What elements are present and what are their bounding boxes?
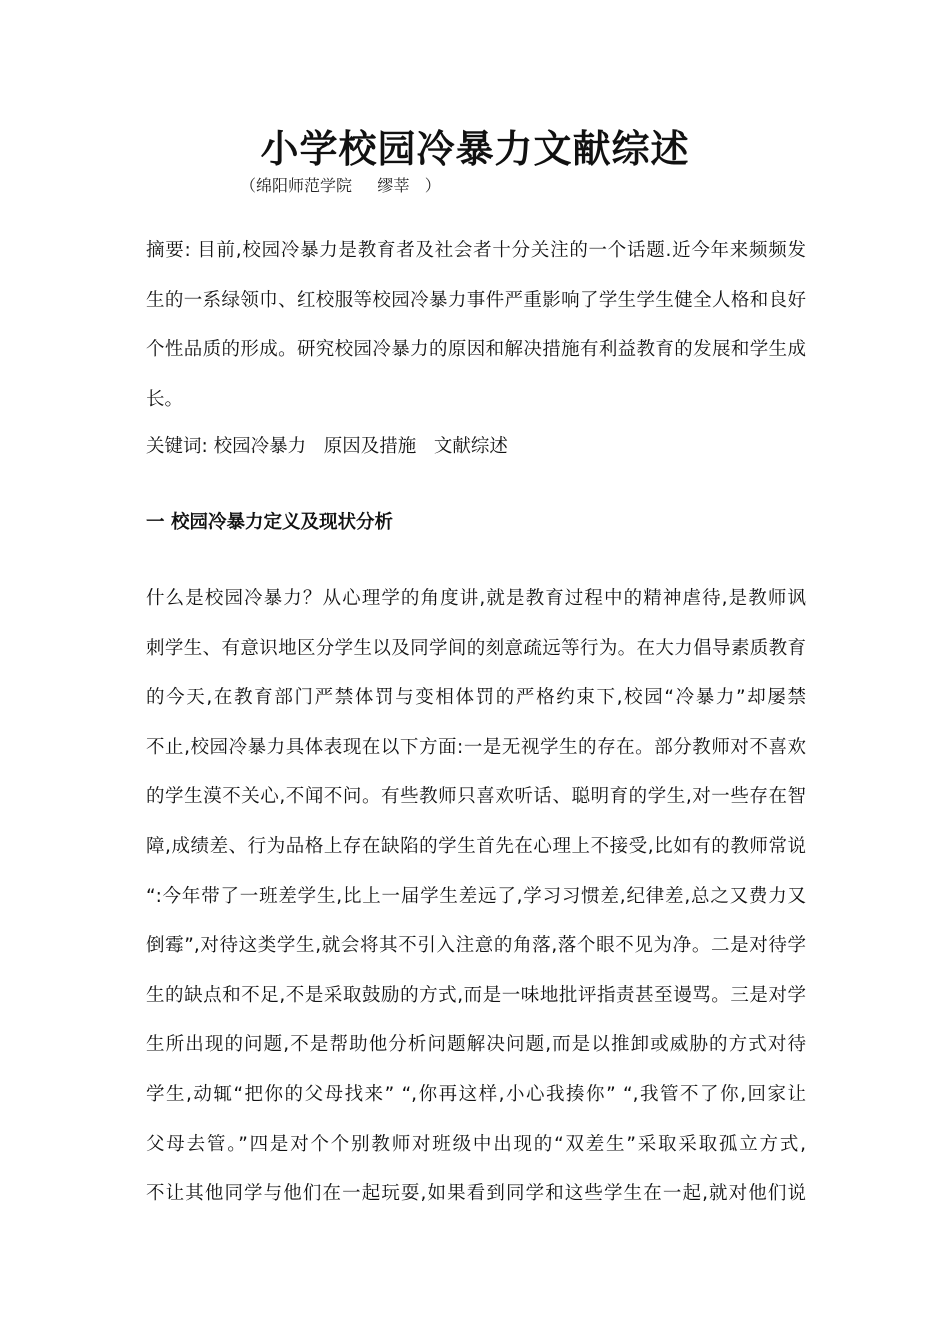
paragraph-line: 生的缺点和不足,不是采取鼓励的方式,而是一味地批评指责甚至谩骂。三是对学 bbox=[146, 984, 806, 1006]
paragraph-line: 刺学生、有意识地区分学生以及同学间的刻意疏远等行为。在大力倡导素质教育 bbox=[146, 637, 806, 659]
paragraph-line: 学生,动辄“把你的父母找来” “,你再这样,小心我揍你” “,我管不了你,回家让 bbox=[146, 1083, 806, 1105]
author-line: （绵阳师范学院 缪莘 ） bbox=[240, 176, 441, 195]
paragraph-line: 父母去管。”四是对个个别教师对班级中出现的“双差生”采取采取孤立方式, bbox=[146, 1133, 806, 1155]
abstract-line: 个性品质的形成。研究校园冷暴力的原因和解决措施有利益教育的发展和学生成 bbox=[146, 339, 806, 361]
paragraph-line: 什么是校园冷暴力？从心理学的角度讲,就是教育过程中的精神虐待,是教师讽 bbox=[146, 588, 806, 609]
paragraph-line: 生所出现的问题,不是帮助他分析问题解决问题,而是以推卸或威胁的方式对待 bbox=[146, 1034, 806, 1056]
paragraph-line: 的学生漠不关心,不闻不问。有些教师只喜欢听话、聪明育的学生,对一些存在智 bbox=[146, 786, 806, 808]
section-heading: 一 校园冷暴力定义及现状分析 bbox=[146, 512, 393, 533]
paragraph-line: 不止,校园冷暴力具体表现在以下方面:一是无视学生的存在。部分教师对不喜欢 bbox=[146, 736, 806, 758]
paragraph-line: “:今年带了一班差学生,比上一届学生差远了,学习习惯差,纪律差,总之又费力又 bbox=[146, 885, 806, 907]
paragraph-line: 障,成绩差、行为品格上存在缺陷的学生首先在心理上不接受,比如有的教师常说 bbox=[146, 835, 806, 857]
document-title: 小学校园冷暴力文献综述 bbox=[260, 126, 690, 171]
abstract-paragraph bbox=[146, 226, 806, 424]
abstract-line: 长。 bbox=[146, 388, 184, 410]
paragraph-line: 不让其他同学与他们在一起玩耍,如果看到同学和这些学生在一起,就对他们说 bbox=[146, 1183, 806, 1205]
abstract-line: 摘要: 目前,校园冷暴力是教育者及社会者十分关注的一个话题.近今年来频频发 bbox=[146, 240, 806, 261]
section-paragraph bbox=[146, 574, 806, 1219]
paragraph-line: 倒霉”,对待这类学生,就会将其不引入注意的角落,落个眼不见为净。二是对待学 bbox=[146, 935, 806, 957]
keywords-line: 关键词: 校园冷暴力 原因及措施 文献综述 bbox=[146, 436, 508, 457]
paragraph-line: 的今天,在教育部门严禁体罚与变相体罚的严格约束下,校园“冷暴力”却屡禁 bbox=[146, 687, 806, 709]
abstract-line: 生的一系绿领巾、红校服等校园冷暴力事件严重影响了学生学生健全人格和良好 bbox=[146, 289, 806, 311]
